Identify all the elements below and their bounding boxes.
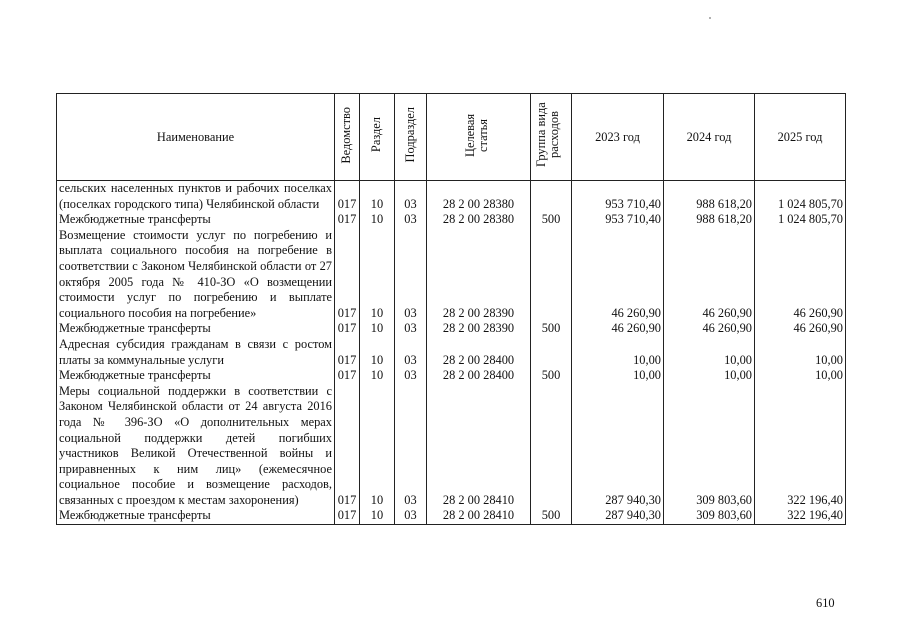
cell-name: Адресная субсидия гражданам в связи с ростом платы за коммунальные услуги — [57, 337, 335, 368]
cell-2025: 10,00 — [755, 337, 846, 368]
header-section: Раздел — [360, 94, 395, 181]
cell-subsection: 03 — [395, 181, 427, 213]
cell-section: 10 — [360, 508, 395, 524]
cell-2025: 322 196,40 — [755, 384, 846, 509]
cell-2024: 309 803,60 — [664, 384, 755, 509]
cell-target-item: 28 2 00 28390 — [427, 321, 531, 337]
cell-target-item: 28 2 00 28410 — [427, 384, 531, 509]
table-row — [57, 337, 846, 368]
table-row — [57, 384, 846, 509]
cell-target-item: 28 2 00 28390 — [427, 228, 531, 322]
cell-name: Межбюджетные трансферты — [57, 508, 335, 524]
header-expense-group: Группа вида расходов — [531, 94, 572, 181]
cell-section: 10 — [360, 212, 395, 228]
cell-expense-group: 500 — [531, 212, 572, 228]
cell-department: 017 — [335, 212, 360, 228]
cell-section: 10 — [360, 181, 395, 213]
cell-name: Возмещение стоимости услуг по погребению и выплата социального пособия на погребение в соответствии с Законом Челябинской области от 27 октября 2005 года № 410-ЗО «О возмещении стоимости услуг по погребению и выплате социального пособия на погребение» — [57, 228, 335, 322]
cell-2023: 10,00 — [572, 368, 664, 384]
cell-2024: 988 618,20 — [664, 181, 755, 213]
scan-speck — [709, 17, 711, 19]
cell-expense-group — [531, 181, 572, 213]
cell-expense-group — [531, 384, 572, 509]
cell-expense-group — [531, 228, 572, 322]
cell-2023: 287 940,30 — [572, 508, 664, 524]
cell-section: 10 — [360, 321, 395, 337]
cell-2025: 1 024 805,70 — [755, 212, 846, 228]
cell-name: Меры социальной поддержки в соответствии с Законом Челябинской области от 24 августа 2016 года № 396-ЗО «О дополнительных мерах социальной поддержки детей погибших участников Великой Отечественной войны и приравненных к ним лиц» (ежемесячное социальное пособие и возмещение расходов, связанных с проездом к местам захоронения) — [57, 384, 335, 509]
table-row — [57, 181, 846, 213]
cell-section: 10 — [360, 228, 395, 322]
header-2024: 2024 год — [664, 94, 755, 181]
cell-2025: 322 196,40 — [755, 508, 846, 524]
table-row — [57, 368, 846, 384]
cell-2024: 988 618,20 — [664, 212, 755, 228]
cell-2023: 287 940,30 — [572, 384, 664, 509]
cell-department: 017 — [335, 384, 360, 509]
cell-section: 10 — [360, 384, 395, 509]
cell-expense-group: 500 — [531, 321, 572, 337]
header-2025: 2025 год — [755, 94, 846, 181]
cell-2024: 46 260,90 — [664, 228, 755, 322]
header-department: Ведомство — [335, 94, 360, 181]
cell-2024: 10,00 — [664, 368, 755, 384]
header-subsection: Подраздел — [395, 94, 427, 181]
cell-department: 017 — [335, 508, 360, 524]
table-row — [57, 212, 846, 228]
header-target-item: Целевая статья — [427, 94, 531, 181]
cell-2025: 46 260,90 — [755, 228, 846, 322]
page-number: 610 — [816, 596, 835, 610]
cell-2023: 10,00 — [572, 337, 664, 368]
cell-target-item: 28 2 00 28380 — [427, 212, 531, 228]
cell-name: Межбюджетные трансферты — [57, 321, 335, 337]
cell-subsection: 03 — [395, 337, 427, 368]
cell-subsection: 03 — [395, 228, 427, 322]
cell-2023: 953 710,40 — [572, 212, 664, 228]
cell-subsection: 03 — [395, 212, 427, 228]
cell-2023: 46 260,90 — [572, 321, 664, 337]
cell-department: 017 — [335, 337, 360, 368]
cell-2023: 46 260,90 — [572, 228, 664, 322]
cell-2025: 46 260,90 — [755, 321, 846, 337]
cell-department: 017 — [335, 368, 360, 384]
cell-department: 017 — [335, 321, 360, 337]
cell-2025: 10,00 — [755, 368, 846, 384]
cell-subsection: 03 — [395, 368, 427, 384]
cell-section: 10 — [360, 368, 395, 384]
cell-target-item: 28 2 00 28400 — [427, 337, 531, 368]
cell-department: 017 — [335, 228, 360, 322]
cell-2024: 10,00 — [664, 337, 755, 368]
cell-name: Межбюджетные трансферты — [57, 368, 335, 384]
cell-subsection: 03 — [395, 384, 427, 509]
table-row — [57, 321, 846, 337]
table-header-row — [57, 94, 846, 181]
cell-name: сельских населенных пунктов и рабочих поселках (поселках городского типа) Челябинской области — [57, 181, 335, 213]
cell-expense-group — [531, 337, 572, 368]
table-row — [57, 508, 846, 524]
cell-name: Межбюджетные трансферты — [57, 212, 335, 228]
cell-expense-group: 500 — [531, 368, 572, 384]
header-name: Наименование — [57, 94, 335, 181]
cell-subsection: 03 — [395, 321, 427, 337]
cell-2025: 1 024 805,70 — [755, 181, 846, 213]
budget-table — [56, 93, 846, 525]
cell-target-item: 28 2 00 28410 — [427, 508, 531, 524]
cell-2023: 953 710,40 — [572, 181, 664, 213]
cell-department: 017 — [335, 181, 360, 213]
cell-target-item: 28 2 00 28400 — [427, 368, 531, 384]
cell-2024: 309 803,60 — [664, 508, 755, 524]
cell-subsection: 03 — [395, 508, 427, 524]
cell-target-item: 28 2 00 28380 — [427, 181, 531, 213]
cell-expense-group: 500 — [531, 508, 572, 524]
cell-section: 10 — [360, 337, 395, 368]
header-2023: 2023 год — [572, 94, 664, 181]
cell-2024: 46 260,90 — [664, 321, 755, 337]
table-row — [57, 228, 846, 322]
